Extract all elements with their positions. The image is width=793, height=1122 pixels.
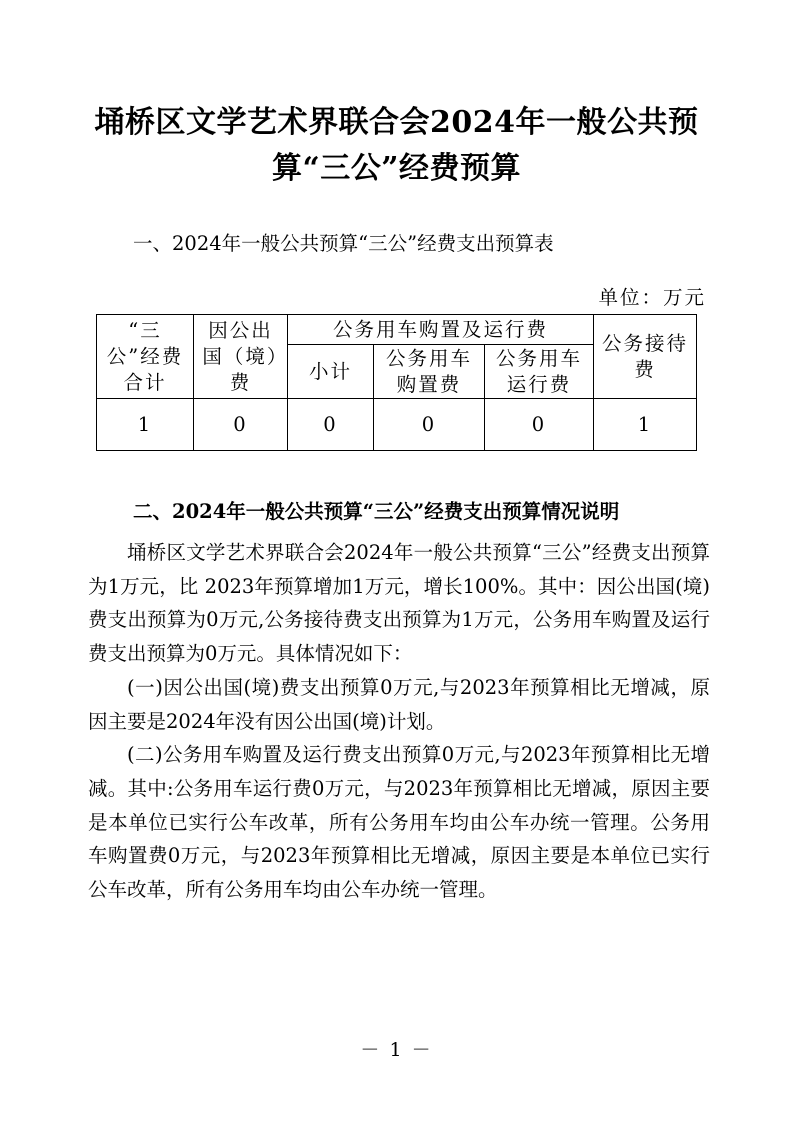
value-vehicle-purchase: 0 (374, 399, 485, 451)
header-vehicle-group: 公务用车购置及运行费 (288, 315, 594, 345)
paragraph-vehicle: (二)公务用车购置及运行费支出预算0万元,与2023年预算相比无增减。其中:公务用车运行费0万元，与2023年预算相比无增减，原因主要是本单位已实行公车改革，所有公务用车均由公车办统一管理。公务用车购置费0万元，与2023年预算相比无增减，原因主要是本单位已实行公车改革，所有公务用车均由公车办统一管理。 (88, 743, 710, 902)
section-1-heading: 一、2024年一般公共预算“三公”经费支出预算表 (133, 232, 554, 255)
header-reception: 公务接待费 (594, 315, 697, 399)
header-vehicle-operation: 公务用车运行费 (485, 345, 594, 399)
header-subtotal: 小计 (288, 345, 374, 399)
value-abroad: 0 (194, 399, 288, 451)
section-2-heading: 二、2024年一般公共预算“三公”经费支出预算情况说明 (133, 500, 620, 523)
paragraph-summary: 埇桥区文学艺术界联合会2024年一般公共预算“三公”经费支出预算为1万元，比 2023年预算增加1万元，增长100%。其中：因公出国(境)费支出预算为0万元,公务接待费支出预算为1万元，公务用车购置及运行费支出预算为0万元。具体情况如下： (88, 541, 710, 666)
header-vehicle-purchase: 公务用车购置费 (374, 345, 485, 399)
page-number: － 1 － (360, 1039, 433, 1061)
table-header-row (97, 315, 697, 345)
explanation-body (88, 536, 710, 907)
header-abroad: 因公出国（境）费 (194, 315, 288, 399)
header-total: “三公”经费合计 (97, 315, 194, 399)
value-subtotal: 0 (288, 399, 374, 451)
budget-table (96, 314, 697, 451)
paragraph-abroad: (一)因公出国(境)费支出预算0万元,与2023年预算相比无增减，原因主要是2024年没有因公出国(境)计划。 (88, 675, 710, 733)
unit-label: 单位：万元 (598, 286, 706, 309)
value-total: 1 (97, 399, 194, 451)
value-reception: 1 (594, 399, 697, 451)
value-vehicle-operation: 0 (485, 399, 594, 451)
document-title: 埇桥区文学艺术界联合会2024年一般公共预算“三公”经费预算 (94, 105, 699, 186)
table-row (97, 399, 697, 451)
